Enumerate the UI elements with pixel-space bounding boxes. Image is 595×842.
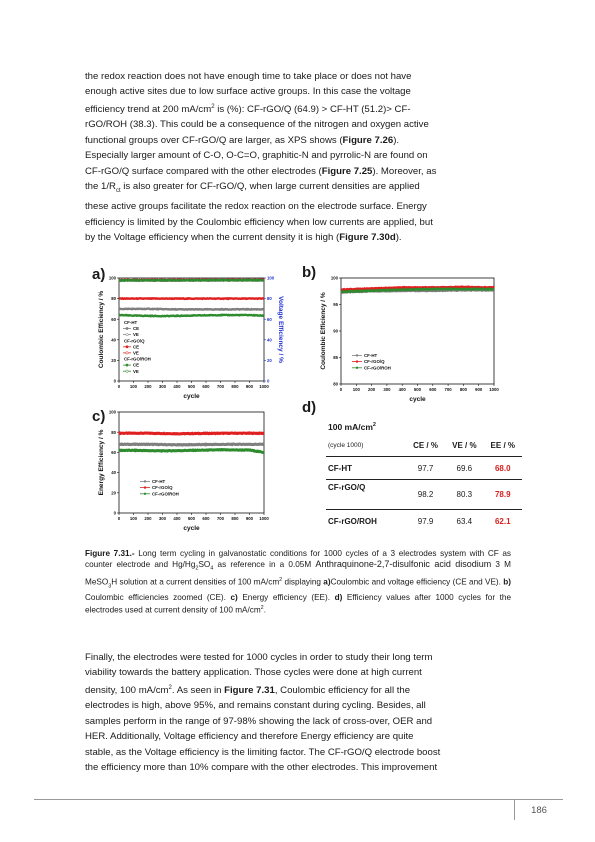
legend-marker: [126, 333, 128, 335]
row-name: CF-rGO/ROH: [328, 516, 377, 526]
x-tick-label: 200: [144, 384, 152, 389]
footer-rule: [34, 799, 514, 800]
x-tick-label: 800: [231, 516, 239, 521]
x-tick-label: 100: [129, 384, 138, 389]
series-line: [119, 450, 264, 453]
legend-marker: [126, 364, 128, 366]
table-title: 100 $mA/cm^2$: [328, 422, 376, 432]
legend-label: CE: [133, 362, 140, 368]
y-tick-label: 80: [111, 296, 116, 302]
legend-label: CF-rGO/Q: [364, 359, 385, 365]
series-line: [119, 444, 264, 445]
y-tick-label: 95: [333, 302, 338, 308]
table-subtitle: (cycle 1000): [326, 434, 406, 457]
figure-reference: Figure 7.25: [321, 165, 373, 177]
y2-tick-label: 60: [267, 316, 272, 322]
y-tick-label: 85: [333, 355, 338, 361]
y-tick-label: 20: [111, 358, 116, 363]
y2-tick-label: 20: [267, 358, 272, 363]
x-tick-label: 0: [117, 516, 121, 521]
cell-ce: 98.2: [406, 480, 445, 510]
x-tick-label: 200: [144, 516, 152, 521]
y2-tick-label: 40: [267, 337, 272, 343]
x-tick-label: 1000: [259, 516, 269, 521]
legend-marker: [144, 480, 146, 482]
legend-label: VE: [133, 332, 139, 338]
legend-label: CF-rGO/Q: [124, 338, 145, 344]
text-line: HER. Additionally, Voltage efficiency and therefore Energy efficiency are quite: [85, 731, 414, 743]
legend-marker: [356, 360, 358, 362]
x-tick-label: 300: [383, 387, 391, 392]
legend-label: CF-HT: [152, 479, 166, 484]
text-line: the redox reaction does not have enough time to take place or does not have: [85, 71, 412, 82]
panel-d-letter: d): [302, 399, 317, 416]
text-line: by the Voltage efficiency when the current density it is high (Figure 7.30d).: [85, 232, 402, 244]
table-row: [326, 457, 522, 480]
legend-label: CF-rGO/Q: [152, 485, 173, 491]
x-tick-label: 400: [173, 384, 181, 389]
text-line: enough active sites due to low surface active groups. In this case the voltage: [85, 86, 411, 98]
text-line: rGO/ROH (38.3). This could be a consequence of the nitrogen and oxygen active: [85, 119, 429, 131]
x-tick-label: 100: [352, 387, 360, 392]
y-tick-label: 60: [111, 316, 116, 322]
series-line: [119, 433, 264, 434]
text-line: Finally, the electrodes were tested for 1000 cycles in order to study their long term: [85, 652, 433, 663]
y-tick-label: 80: [333, 381, 338, 387]
cell-ve: 80.3: [445, 480, 483, 510]
legend-label: CE: [133, 344, 140, 350]
text-line: efficiency is limited by the Coulombic efficiency when low currents are applied, but: [85, 216, 433, 228]
legend-label: CF-rGO/ROH: [124, 356, 151, 362]
y-tick-label: 0: [113, 378, 116, 384]
y-tick-label: 60: [111, 450, 116, 455]
y2-tick-label: 100: [267, 275, 275, 281]
cell-ee: 68.0: [484, 457, 522, 480]
x-tick-label: 0: [117, 384, 121, 389]
figure-reference: Figure 7.30d: [339, 232, 396, 244]
x-tick-label: 1000: [489, 387, 499, 392]
col-header-ee: EE / %: [484, 434, 522, 457]
y2-tick-label: 80: [267, 296, 272, 302]
cell-ee: 62.1: [494, 516, 511, 526]
plot-frame: [119, 412, 264, 513]
series-line: [119, 280, 264, 281]
table-row: [326, 480, 522, 510]
x-tick-label: 100: [129, 516, 138, 521]
legend-label: VE: [133, 368, 139, 374]
y2-tick-label: 0: [267, 378, 270, 384]
x-tick-label: 700: [216, 384, 225, 389]
legend-marker: [126, 346, 128, 348]
legend-marker: [356, 354, 358, 356]
row-name: CF-HT: [326, 457, 406, 480]
y-tick-label: 20: [111, 490, 116, 496]
x-tick-label: 900: [245, 516, 254, 521]
caption-label: Figure 7.31.-: [85, 549, 135, 558]
legend-marker: [126, 352, 128, 354]
y-axis-label: Coulombic Efficiency / %: [98, 290, 105, 369]
y-tick-label: 80: [111, 429, 116, 435]
text-line: the efficiency more than 10% compare with the other electrodes. This improvement: [85, 762, 438, 774]
row-name: CF-rGO/Q: [326, 480, 406, 510]
figure-caption: Figure 7.31.- Long term cycling in galvanostatic conditions for 1000 cycles of a 3 electrodes system with CF as counter electrode and $Hg/Hg_2SO_4$ as reference in a 0.05M Anthraquinone-2,7-disulfonic acid disodium 3 M MeSO$_3$H solution at a current densities of 100 $mA/cm^2$ displaying a)Coulombic and voltage efficiency (CE and VE). b) Coulombic efficiencies zoomed (CE). c) Energy efficiency (EE). d) Efficiency values after 1000 cycles for the electrodes used at current density of 100 $mA/cm^2$.: [85, 549, 512, 615]
cell-ve: 63.4: [456, 516, 473, 526]
body-paragraph-bottom: [85, 650, 511, 775]
text-line: Especially larger amount of C-O, O-C=O, graphitic-N and pyrrolic-N are found on: [85, 150, 428, 162]
x-axis-label: cycle: [183, 393, 200, 400]
x-tick-label: 600: [202, 516, 210, 521]
legend-label: CF-HT: [364, 353, 378, 358]
figure-reference: Figure 7.31: [224, 685, 275, 696]
text-line: functional groups over CF-rGO/Q are larger, as XPS shows (Figure 7.26).: [85, 134, 400, 146]
text-line: viability towards the battery application. Those cycles were done at high current: [85, 667, 422, 679]
series-line: [119, 298, 264, 299]
x-tick-label: 800: [231, 384, 239, 389]
y-tick-label: 100: [108, 275, 116, 281]
text-line: samples perform in the range of 97-98% showing the lack of cross-over, OER and: [85, 715, 433, 727]
text-line: electrodes is high, above 95%, and remains constant during cycling. Besides, all: [85, 700, 426, 712]
y2-axis-label: Voltage Efficiency / %: [277, 296, 284, 363]
y-tick-label: 0: [113, 510, 116, 516]
text-line: stable, as the Voltage efficiency is the limiting factor. The CF-rGO/Q electrode boost: [85, 746, 441, 758]
y-tick-label: 100: [330, 275, 338, 281]
table-row: [326, 510, 522, 533]
legend-label: CF-HT: [124, 320, 138, 325]
cell-ce: 97.7: [406, 457, 445, 480]
col-header-ce: CE / %: [406, 434, 445, 457]
x-tick-label: 300: [158, 516, 167, 521]
x-tick-label: 700: [216, 516, 225, 521]
legend-label: CF-rGO/ROH: [364, 365, 391, 371]
text-line: these active groups facilitate the redox reaction on the electrode surface. Energy: [85, 201, 427, 213]
y-tick-label: 100: [108, 409, 116, 415]
x-tick-label: 800: [459, 387, 467, 392]
page-number: 186: [514, 799, 563, 820]
cell-ve: 69.6: [445, 457, 483, 480]
legend-label: VE: [133, 350, 139, 356]
text-line: CF-rGO/Q surface compared with the other electrodes (Figure 7.25). Moreover, as: [85, 165, 437, 177]
panel-a-letter: a): [92, 266, 106, 283]
y-tick-label: 40: [111, 470, 116, 476]
x-tick-label: 600: [429, 387, 437, 392]
y-tick-label: 90: [333, 328, 338, 334]
x-tick-label: 600: [202, 384, 210, 389]
x-tick-label: 0: [339, 387, 343, 392]
text-line: the $1/R_{ct}$ is also greater for CF-rGO/Q, when large current densities are applied: [85, 181, 420, 194]
cell-ce: 97.9: [417, 516, 434, 526]
legend-marker: [126, 370, 128, 372]
x-tick-label: 500: [187, 384, 196, 389]
col-header-ve: VE / %: [445, 434, 483, 457]
x-tick-label: 500: [413, 387, 422, 392]
x-tick-label: 1000: [259, 384, 269, 389]
legend-marker: [356, 367, 358, 369]
x-tick-label: 200: [368, 387, 376, 392]
x-axis-label: cycle: [409, 396, 426, 403]
x-axis-label: cycle: [183, 525, 200, 532]
x-tick-label: 300: [158, 384, 167, 389]
figure-reference: Figure 7.26: [342, 134, 394, 146]
x-tick-label: 900: [475, 387, 483, 392]
panel-c-letter: c): [92, 408, 106, 425]
body-paragraph-top: [85, 69, 511, 246]
text-line: density, 100 $mA/cm^2$. As seen in Figure 7.31, Coulombic efficiency for all the: [85, 684, 411, 696]
cell-ee: 78.9: [484, 480, 522, 510]
x-tick-label: 400: [398, 387, 406, 392]
y-axis-label: Energy Efficiency / %: [98, 429, 105, 496]
series-line: [119, 315, 264, 317]
x-tick-label: 900: [245, 384, 254, 389]
series-line: [119, 309, 264, 310]
legend-marker: [144, 493, 146, 495]
legend-marker: [144, 486, 146, 488]
x-tick-label: 500: [187, 516, 196, 521]
legend-label: CE: [133, 326, 140, 332]
x-tick-label: 400: [173, 516, 181, 521]
legend-marker: [126, 327, 128, 329]
panel-b-letter: b): [302, 264, 317, 281]
x-tick-label: 700: [444, 387, 452, 392]
efficiency-table: [326, 420, 522, 532]
plot-frame: [119, 278, 264, 381]
y-axis-label: Coulombic Efficiency / %: [320, 292, 327, 370]
y-tick-label: 40: [111, 337, 116, 343]
text-line: efficiency trend at 200 $mA/cm^2$ is (%): CF-rGO/Q (64.9) > CF-HT (51.2)> CF-: [85, 103, 411, 115]
legend-label: CF-rGO/ROH: [152, 491, 179, 497]
